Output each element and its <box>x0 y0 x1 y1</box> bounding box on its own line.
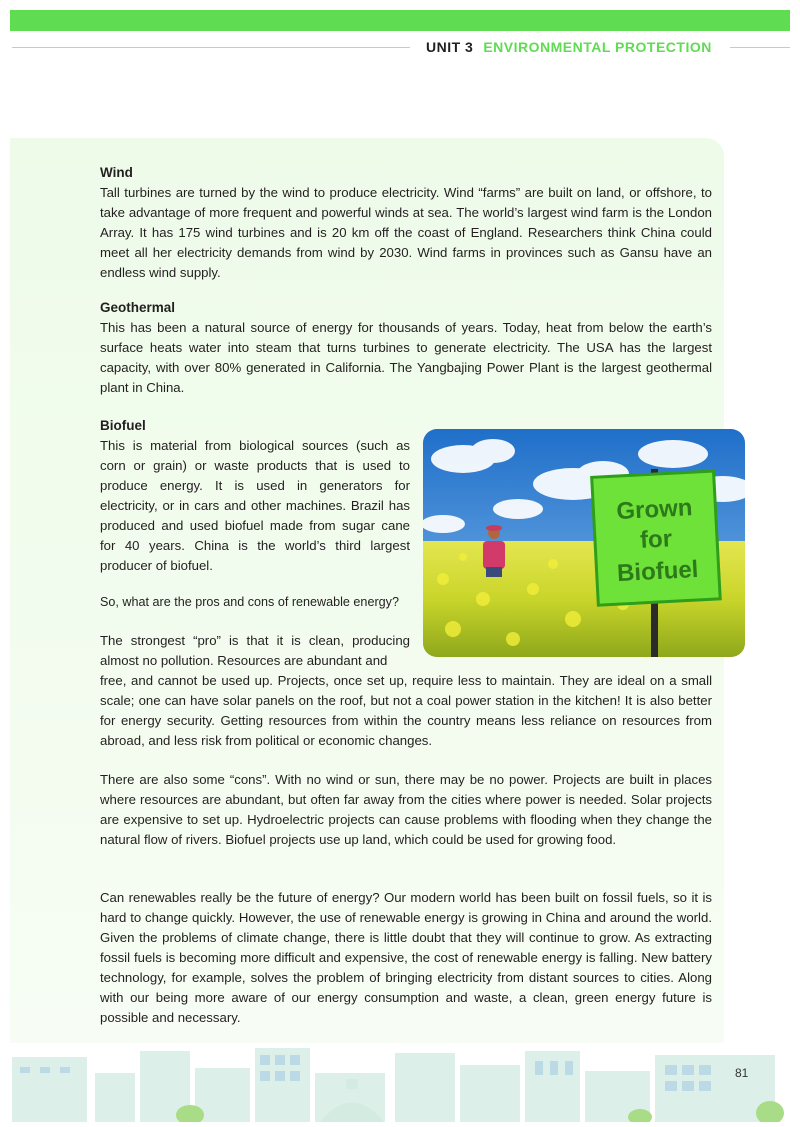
geothermal-body: This has been a natural source of energy for thousands of years. Today, heat from below the earth’s surface heats water into steam that turns turbines to generate electricity. The USA has the largest capacity, with over 80% generated in California. The Yangbajing Power Plant is the largest geothermal plant in China. <box>100 320 712 395</box>
pros-paragraph-rest <box>100 671 712 751</box>
header-rule-right <box>730 47 790 48</box>
cons-text: There are also some “cons”. With no wind or sun, there may be no power. Projects are built in places where resources are abundant, but often far away from the cities where power is needed. Solar projects are expensive to set up. Hydroelectric projects can cause problems with flooding when they change the natural flow of rivers. Biofuel projects use up land, which could be used for growing food. <box>100 772 712 847</box>
section-geothermal <box>100 298 712 398</box>
section-wind <box>100 163 712 283</box>
biofuel-sign <box>592 471 721 605</box>
pros-paragraph-start <box>100 631 410 671</box>
city-footer-illustration <box>0 1043 800 1122</box>
biofuel-field-photo <box>423 429 745 657</box>
pros-rest-text: free, and cannot be used up. Projects, once set up, require less to maintain. They are ideal on a small scale; one can have solar panels on the roof, but not a coal power station in the kitchen! It is also better for energy security. Getting resources from within the country means less reliance on resources from abroad, and less risk from political or economic changes. <box>100 673 712 748</box>
city-skyline <box>0 1043 800 1122</box>
sign-line-2: for <box>639 525 673 554</box>
biofuel-body: This is material from biological sources (such as corn or grain) or waste products that is used to produce energy. It is used in generators for electricity, or in cars and other machines. Brazil has produced and used biofuel made from sugar cane for 40 years. China is the world’s third largest producer of biofuel. <box>100 438 410 573</box>
unit-number: UNIT 3 <box>426 39 474 55</box>
biofuel-heading: Biofuel <box>100 418 146 433</box>
pros-cons-question: So, what are the pros and cons of renewable energy? <box>100 595 399 609</box>
sign-line-1: Grown <box>615 494 694 526</box>
page-number: 81 <box>735 1066 749 1080</box>
conclusion-paragraph <box>100 888 712 1028</box>
biofuel-field-illustration <box>423 429 745 657</box>
top-color-bar <box>10 10 790 31</box>
geothermal-heading: Geothermal <box>100 300 176 315</box>
wind-body: Tall turbines are turned by the wind to produce electricity. Wind “farms” are built on land, or offshore, to take advantage of more frequent and powerful winds at sea. The world’s largest wind farm is the London Array. It has 175 wind turbines and is 20 km off the coast of England. Researchers think China could meet all her electricity demands from wind by 2030. Wind farms in provinces such as Gansu have an endless wind supply. <box>100 185 712 280</box>
conclusion-text: Can renewables really be the future of energy? Our modern world has been built on fossil fuels, so it is hard to change quickly. However, the use of renewable energy is growing in China and around the world. Given the problems of climate change, there is little doubt that they will continue to grow. As extracting fossil fuels is becoming more difficult and expensive, the cost of renewable energy is falling. New battery technology, for example, solves the problem of bringing electricity from distant sources to cities. Along with our being more aware of our energy consumption and waste, a clean, green energy future is possible and necessary. <box>100 890 712 1025</box>
unit-title: ENVIRONMENTAL PROTECTION <box>483 39 712 55</box>
unit-header <box>426 39 712 55</box>
pros-start-text: The strongest “pro” is that it is clean, producing almost no pollution. Resources are abundant and <box>100 633 410 668</box>
sign-line-3: Biofuel <box>616 555 700 588</box>
header-rule-left <box>12 47 410 48</box>
cons-paragraph <box>100 770 712 850</box>
section-biofuel <box>100 416 410 576</box>
wind-heading: Wind <box>100 165 133 180</box>
